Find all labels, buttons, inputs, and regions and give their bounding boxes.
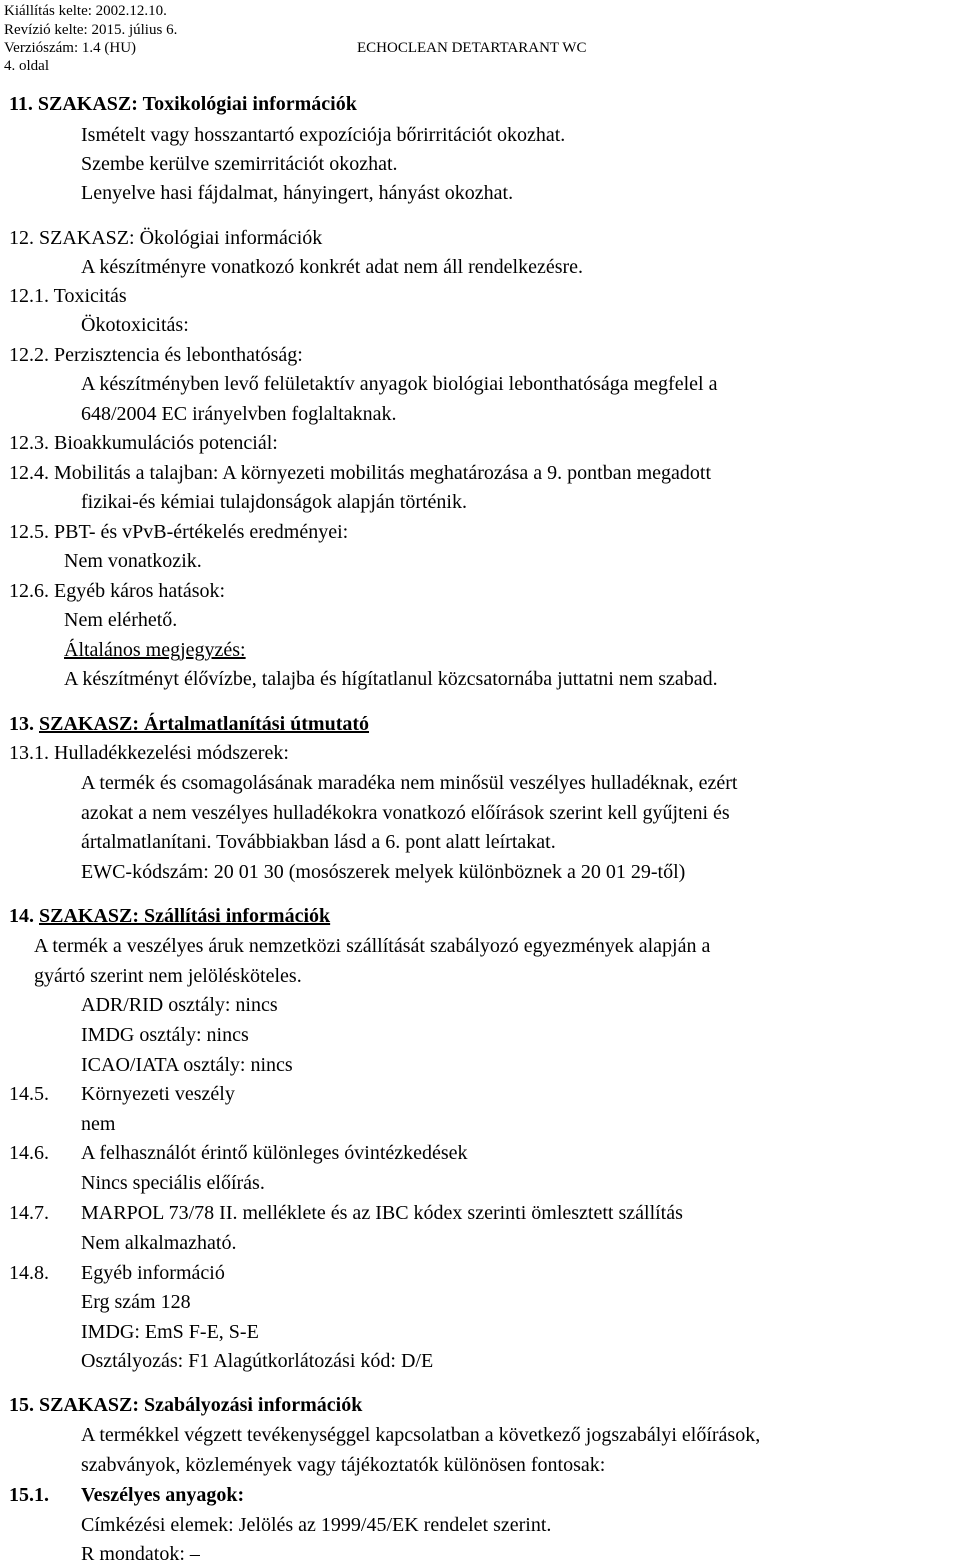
s13-1-title: 13.1. Hulladékkezelési módszerek: bbox=[9, 742, 289, 764]
revision-date: Revízió kelte: 2015. július 6. bbox=[4, 22, 178, 38]
s14-5-value: nem bbox=[81, 1113, 116, 1135]
issue-date: Kiállítás kelte: 2002.12.10. bbox=[4, 3, 167, 19]
s15-1-number: 15.1. bbox=[9, 1484, 49, 1506]
s11-line-3: Lenyelve hasi fájdalmat, hányingert, hányást okozhat. bbox=[81, 182, 514, 204]
s15-line-3: Címkézési elemek: Jelölés az 1999/45/EK rendelet szerint. bbox=[81, 1514, 552, 1536]
s12-4-line-2: fizikai-és kémiai tulajdonságok alapján történik. bbox=[81, 491, 467, 513]
s12-5-line-2: Nem vonatkozik. bbox=[64, 550, 202, 572]
s12-2-title: 12.2. Perzisztencia és lebonthatóság: bbox=[9, 344, 303, 366]
product-name: ECHOCLEAN DETARTARANT WC bbox=[357, 40, 587, 56]
section-13-title: 13. SZAKASZ: Ártalmatlanítási útmutató bbox=[9, 713, 370, 735]
s14-5-title: Környezeti veszély bbox=[81, 1083, 235, 1105]
section-12-title: 12. SZAKASZ: Ökológiai információk bbox=[9, 227, 323, 249]
section-11-title: 11. SZAKASZ: Toxikológiai információk bbox=[9, 93, 357, 115]
page-number: 4. oldal bbox=[4, 58, 49, 74]
s14-line-2: gyártó szerint nem jelölésköteles. bbox=[34, 965, 302, 987]
s14-8-number: 14.8. bbox=[9, 1262, 49, 1284]
s12-1-sub: Ökotoxicitás: bbox=[81, 314, 189, 336]
s12-5-title: 12.5. PBT- és vPvB-értékelés eredményei: bbox=[9, 521, 349, 543]
s13-line-4: EWC-kódszám: 20 01 30 (mosószerek melyek különböznek a 20 01 29-től) bbox=[81, 861, 686, 883]
s15-line-2: szabványok, közlemények vagy tájékoztatók különösen fontosak: bbox=[81, 1454, 606, 1476]
s15-line-1: A termékkel végzett tevékenységgel kapcsolatban a következő jogszabályi előírások, bbox=[81, 1424, 761, 1446]
s13-line-3: ártalmatlanítani. Továbbiakban lásd a 6. pont alatt leírtakat. bbox=[81, 831, 556, 853]
s14-7-number: 14.7. bbox=[9, 1202, 49, 1224]
s12-3-title: 12.3. Bioakkumulációs potenciál: bbox=[9, 432, 278, 454]
s13-line-2: azokat a nem veszélyes hulladékokra vonatkozó előírások szerint kell gyűjteni és bbox=[81, 802, 730, 824]
s11-line-2: Szembe kerülve szemirritációt okozhat. bbox=[81, 153, 398, 175]
s14-8-value-3: Osztályozás: F1 Alagútkorlátozási kód: D/E bbox=[81, 1350, 434, 1372]
section-15-title: 15. SZAKASZ: Szabályozási információk bbox=[9, 1394, 363, 1416]
s14-5-number: 14.5. bbox=[9, 1083, 49, 1105]
s12-note: A készítményt élővízbe, talajba és hígítatlanul közcsatornába juttatni nem szabad. bbox=[64, 668, 718, 690]
section-14-title: 14. SZAKASZ: Szállítási információk bbox=[9, 905, 331, 927]
s14-7-value: Nem alkalmazható. bbox=[81, 1232, 237, 1254]
s12-6-title: 12.6. Egyéb káros hatások: bbox=[9, 580, 226, 602]
s14-6-value: Nincs speciális előírás. bbox=[81, 1172, 265, 1194]
s14-8-value-2: IMDG: EmS F-E, S-E bbox=[81, 1321, 259, 1343]
s14-icao: ICAO/IATA osztály: nincs bbox=[81, 1054, 293, 1076]
s14-adr: ADR/RID osztály: nincs bbox=[81, 994, 278, 1016]
s14-imdg: IMDG osztály: nincs bbox=[81, 1024, 249, 1046]
s14-6-number: 14.6. bbox=[9, 1142, 49, 1164]
s15-1-title: Veszélyes anyagok: bbox=[81, 1484, 245, 1506]
s12-note-title: Általános megjegyzés: bbox=[64, 639, 246, 661]
s14-8-value-1: Erg szám 128 bbox=[81, 1291, 191, 1313]
s12-1-title: 12.1. Toxicitás bbox=[9, 285, 127, 307]
s12-2-line-1: A készítményben levő felületaktív anyagok biológiai lebonthatósága megfelel a bbox=[81, 373, 718, 395]
s12-4-title: 12.4. Mobilitás a talajban: A környezeti mobilitás meghatározása a 9. pontban megadott bbox=[9, 462, 712, 484]
version-number: Verziószám: 1.4 (HU) bbox=[4, 40, 137, 56]
s12-6-line-2: Nem elérhető. bbox=[64, 609, 178, 631]
s13-line-1: A termék és csomagolásának maradéka nem minősül veszélyes hulladéknak, ezért bbox=[81, 772, 738, 794]
s11-line-1: Ismételt vagy hosszantartó expozíciója bőrirritációt okozhat. bbox=[81, 124, 566, 146]
s12-2-line-2: 648/2004 EC irányelvben foglaltaknak. bbox=[81, 403, 397, 425]
s14-7-title: MARPOL 73/78 II. melléklete és az IBC kódex szerinti ömlesztett szállítás bbox=[81, 1202, 683, 1224]
s12-intro: A készítményre vonatkozó konkrét adat nem áll rendelkezésre. bbox=[81, 256, 584, 278]
s15-line-4: R mondatok: – bbox=[81, 1543, 200, 1565]
s14-8-title: Egyéb információ bbox=[81, 1262, 225, 1284]
s14-6-title: A felhasználót érintő különleges óvintézkedések bbox=[81, 1142, 468, 1164]
s14-line-1: A termék a veszélyes áruk nemzetközi szállítását szabályozó egyezmények alapján a bbox=[34, 935, 711, 957]
